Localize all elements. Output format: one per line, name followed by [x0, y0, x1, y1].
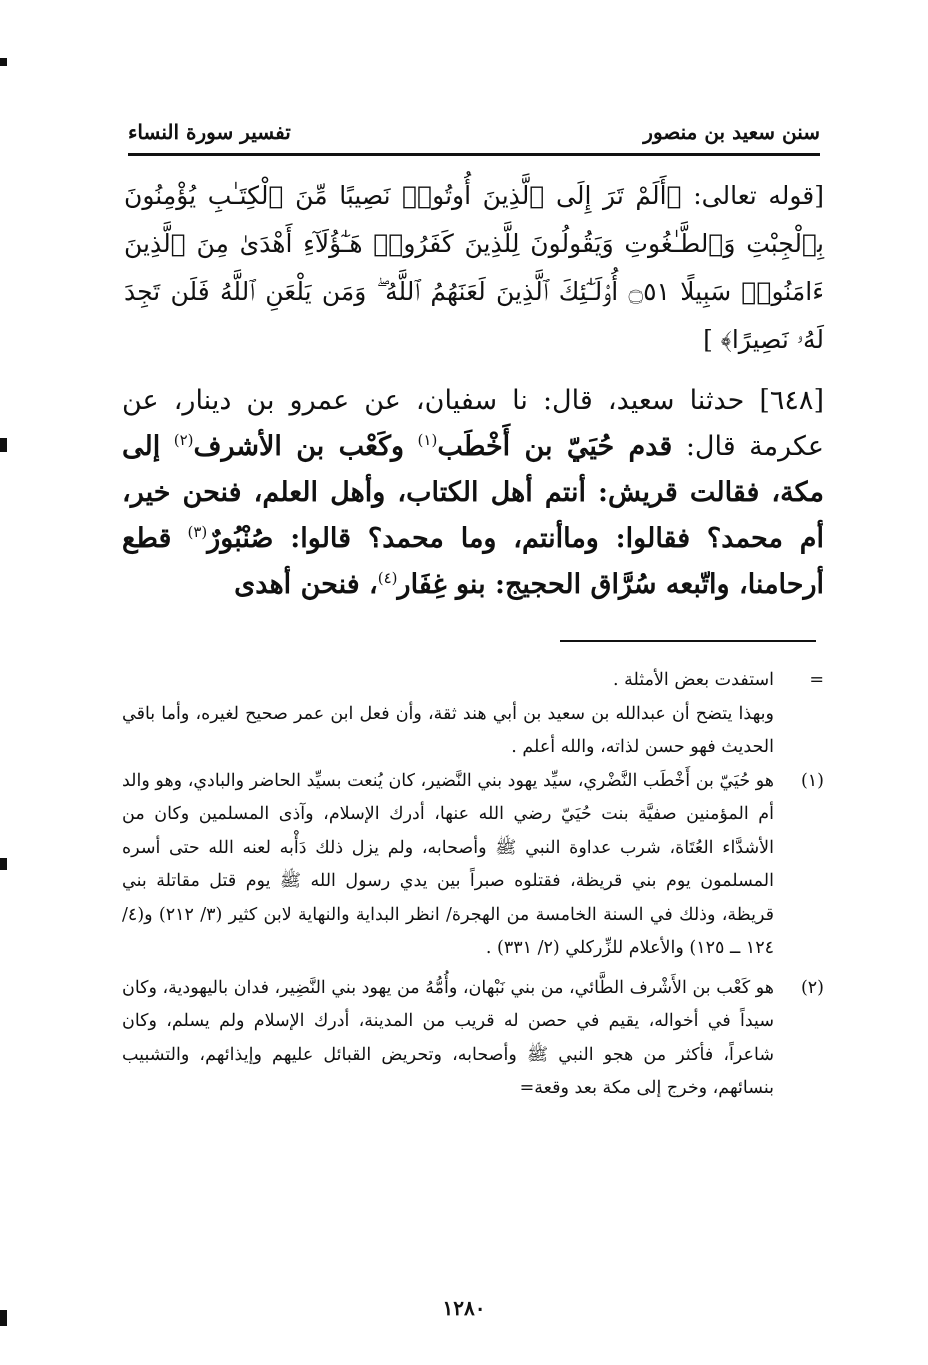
- footnote-ref: (٤): [377, 569, 398, 587]
- hadith-matn-segment: ، فنحن أهدى: [234, 569, 378, 600]
- footnote: [122, 765, 824, 966]
- footnote-number: (٢): [800, 977, 824, 998]
- footnote-text: هو حُيَيّ بن أَخْطَب النَّضْري، سيِّد يهود بني النَّضير، كان يُنعت بسيِّد الحاضر والبادي، وهو والد أم المؤمنين صفيَّة بنت حُيَيّ رضي الله عنها، أدرك الإسلام، وآذى المسلمين وكان من الأشدَّاء العُتَاة، شرب عداوة النبي ﷺ وأصحابه، ولم يزل ذلك دَأْبه لعنه الله حتى أسره المسلمون يوم بني قريظة، فقتلوه صبراً بين يدي رسول الله ﷺ يوم قتل مقاتلة بني قريظة، وذلك في السنة الخامسة من الهجرة/ انظر البداية والنهاية لابن كثير (٣/ ٢١٢) و(٤/ ١٢٤ ــ ١٢٥) والأعلام للزِّركلي (٢/ ٣٣١) .: [122, 770, 774, 958]
- hadith-matn-segment: قطع أرحامنا، واتّبعه سُرَّاق الحجيج: بنو غِفَار: [122, 523, 824, 600]
- hadith-isnad: حدثنا سعيد، قال: نا سفيان، عن عمرو بن دينار، عن عكرمة قال:: [122, 385, 825, 462]
- footnote-separator: [560, 640, 816, 642]
- hadith-matn-segment: إلى مكة، فقالت قريش: أنتم أهل الكتاب، وأهل العلم، فنحن خير، أم محمد؟ فقالوا: وماأنتم، وما محمد؟ قالوا: صُنْبُورٌ: [122, 431, 824, 554]
- hadith-text: [122, 378, 824, 618]
- footnote: [122, 664, 824, 698]
- footnote-number: =: [809, 670, 824, 690]
- footnote-ref: (٣): [187, 523, 208, 541]
- hadith-number: [٦٤٨]: [759, 385, 824, 416]
- hadith-matn-segment: قدم حُيَيّ بن أَخْطَب: [437, 431, 673, 462]
- book-title: سنن سعيد بن منصور: [643, 120, 820, 144]
- footnote-ref: (١): [417, 431, 438, 449]
- footnote-text: هو كَعْب بن الأَشْرف الطَّائي، من بني نَبْهان، وأُمُّهُ من يهود بني النَّضِير، فدان باليهودية، وكان سيداً في أخواله، يقيم في حصن له قريب من المدينة، أدرك الإسلام ولم يسلم، وكان شاعراً، فأكثر من هجو النبي ﷺ وأصحابه، وتحريض القبائل عليهم وإيذائهم، والتشبيب بنسائهم، وخرج إلى مكة بعد وقعة=: [122, 977, 774, 1098]
- hadith-matn-segment: وكَعْب بن الأشرف: [193, 431, 405, 462]
- footnote: [122, 972, 824, 1106]
- footnote: [122, 698, 824, 765]
- footnote-text: وبهذا يتضح أن عبدالله بن سعيد بن أبي هند ثقة، وأن فعل ابن عمر صحيح لغيره، وأما باقي الحديث فهو حسن لذاته، والله أعلم .: [122, 703, 774, 757]
- footnote-text: استفدت بعض الأمثلة .: [613, 670, 774, 690]
- page-number: ١٢٨٠: [442, 1296, 486, 1320]
- running-header: [128, 112, 820, 152]
- footnote-ref: (٢): [173, 431, 194, 449]
- section-title: تفسير سورة النساء: [128, 120, 291, 144]
- header-rule: [128, 153, 820, 156]
- footnote-number: [774, 698, 824, 765]
- footnote-number: (١): [800, 770, 824, 791]
- footnotes: [122, 664, 824, 1284]
- quran-verse: [قوله تعالى: ﴿أَلَمْ تَرَ إِلَى ٱلَّذِينَ أُوتُوا۟ نَصِيبًا مِّنَ ٱلْكِتَـٰبِ يُؤْمِنُونَ بِٱلْجِبْتِ وَٱلطَّـٰغُوتِ وَيَقُولُونَ لِلَّذِينَ كَفَرُوا۟ هَـٰٓؤُلَآءِ أَهْدَىٰ مِنَ ٱلَّذِينَ ءَامَنُوا۟ سَبِيلًا ۝٥١ أُو۟لَـٰٓئِكَ ٱلَّذِينَ لَعَنَهُمُ ٱللَّهُ ۖ وَمَن يَلْعَنِ ٱللَّهُ فَلَن تَجِدَ لَهُۥ نَصِيرًا﴾ ]: [124, 181, 824, 354]
